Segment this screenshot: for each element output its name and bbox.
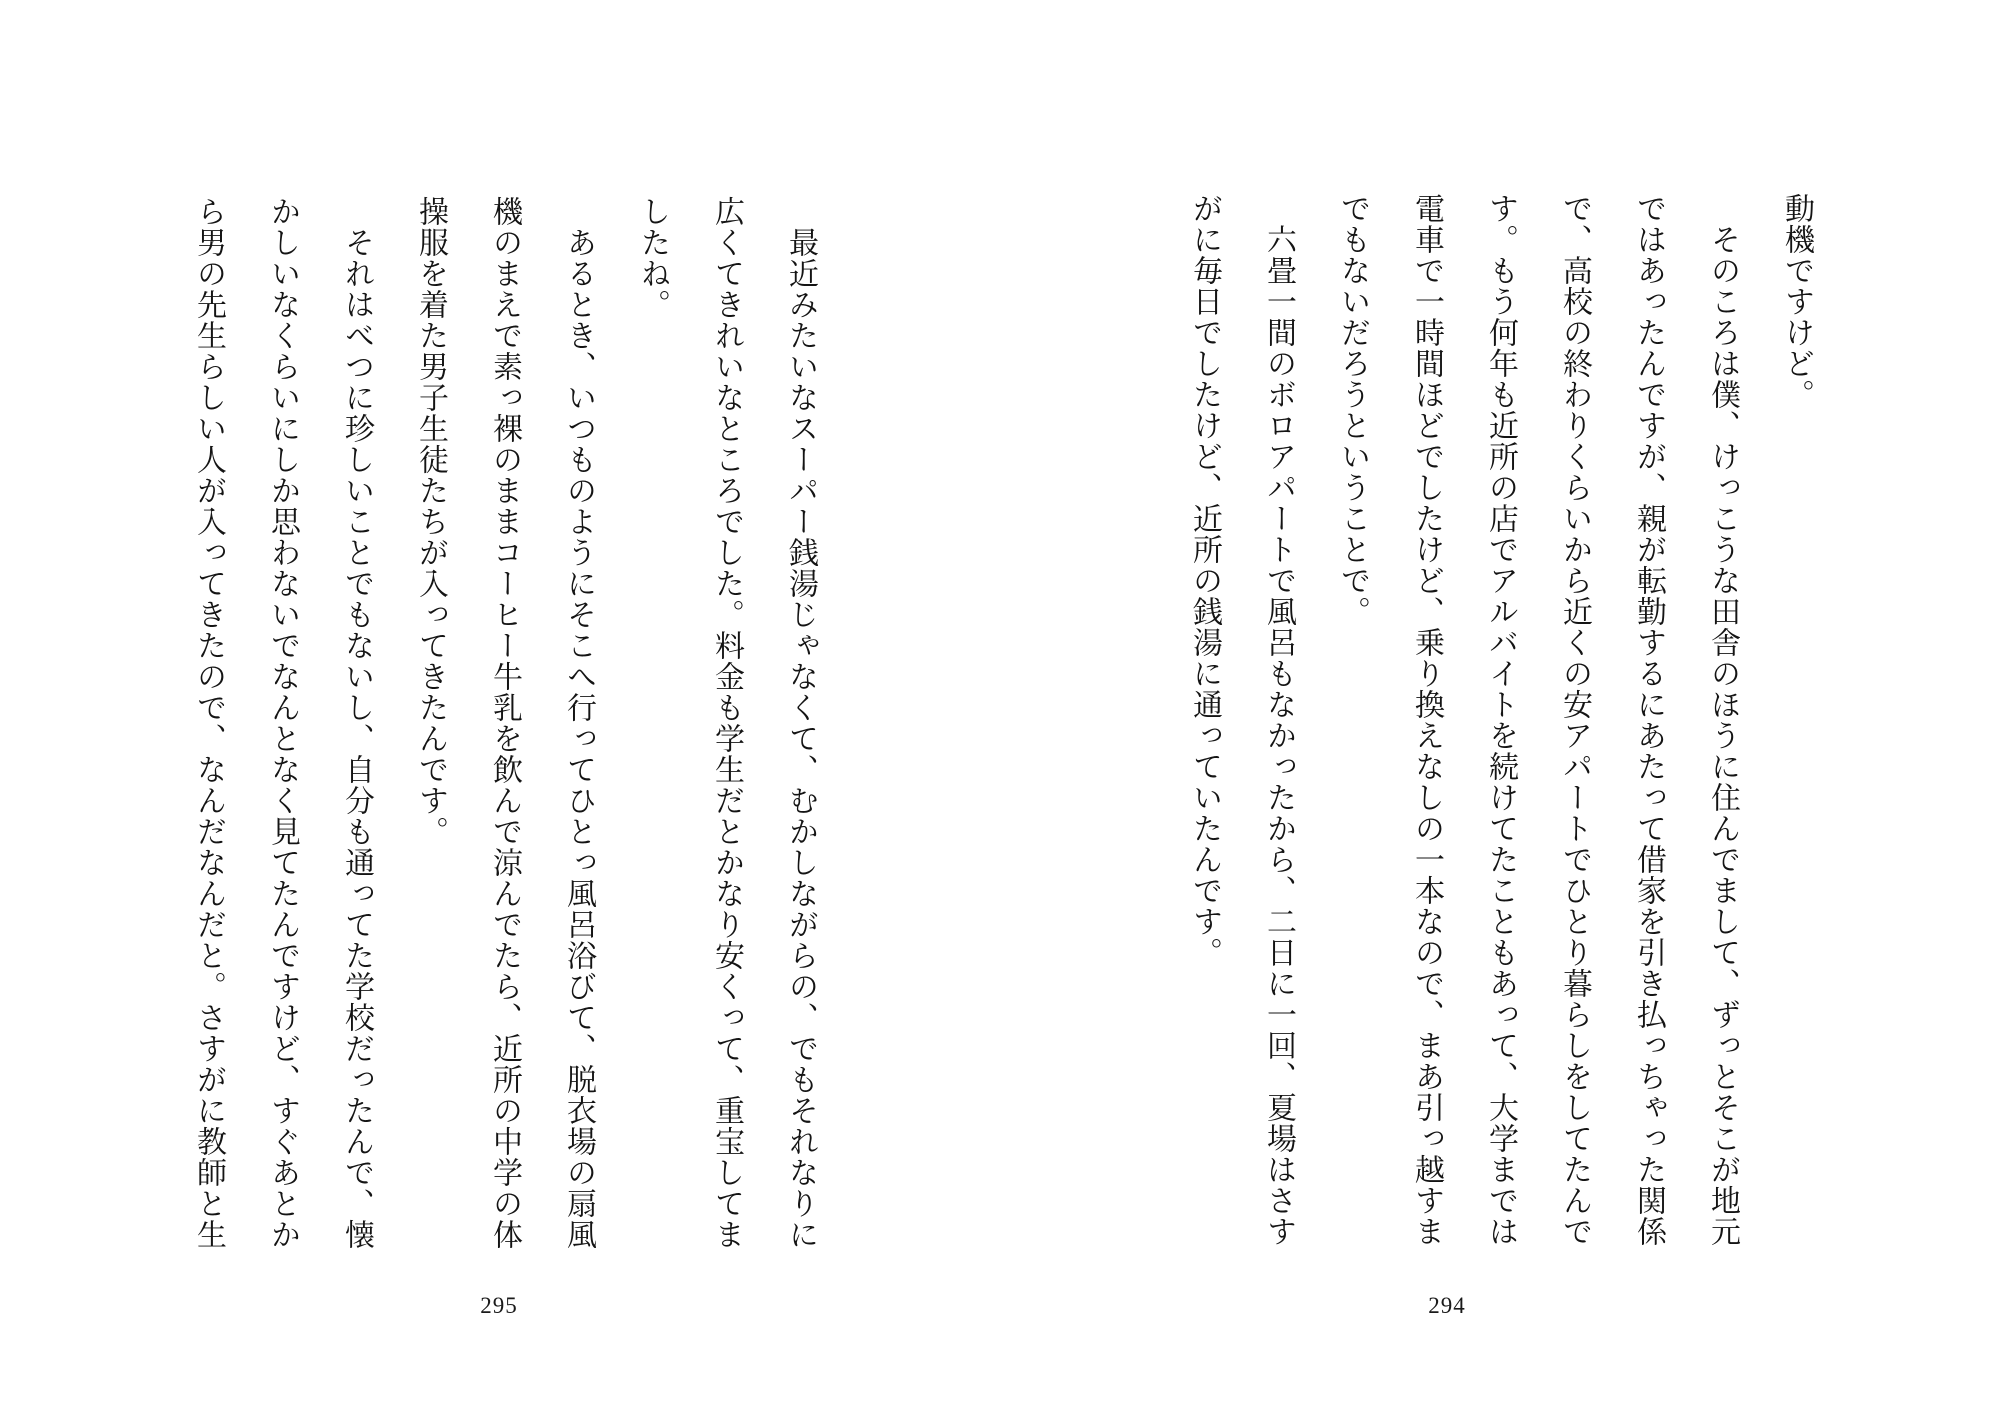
text-column: ではあったんですが、親が転勤するにあたって借家を引き払っちゃった関係 <box>1632 193 1665 1247</box>
text-column: 最近みたいなスーパー銭湯じゃなくて、むかしながらの、でもそれなりに <box>784 227 817 1250</box>
text-column: 広くてきれいなところでした。料金も学生だとかなり安くって、重宝してま <box>710 196 743 1250</box>
text-column: それはべつに珍しいことでもないし、自分も通ってた学校だったんで、懐 <box>340 227 373 1250</box>
text-column: そのころは僕、けっこうな田舎のほうに住んでまして、ずっとそこが地元 <box>1706 224 1739 1247</box>
text-column: 操服を着た男子生徒たちが入ってきたんです。 <box>414 196 447 847</box>
text-column: で、高校の終わりくらいから近くの安アパートでひとり暮らしをしてたんで <box>1558 193 1591 1247</box>
text-column: でもないだろうということで。 <box>1336 193 1369 627</box>
page-right-text-block <box>1167 193 1833 1253</box>
text-column: 電車で一時間ほどでしたけど、乗り換えなしの一本なので、まあ引っ越すま <box>1410 193 1443 1247</box>
text-column: 六畳一間のボロアパートで風呂もなかったから、二日に一回、夏場はさす <box>1262 224 1295 1247</box>
text-column: 機のまえで素っ裸のままコーヒー牛乳を飲んで涼んでたら、近所の中学の体 <box>488 196 521 1250</box>
page-number: 294 <box>1428 1293 1466 1318</box>
text-column: がに毎日でしたけど、近所の銭湯に通っていたんです。 <box>1188 193 1221 968</box>
text-column: 動機ですけど。 <box>1780 193 1813 410</box>
text-column: す。もう何年も近所の店でアルバイトを続けてたこともあって、大学までは <box>1484 193 1517 1247</box>
text-column: ら男の先生らしい人が入ってきたので、なんだなんだと。さすがに教師と生 <box>192 196 225 1250</box>
text-column: あるとき、いつものようにそこへ行ってひとっ風呂浴びて、脱衣場の扇風 <box>562 227 595 1250</box>
text-column: したね。 <box>636 196 669 320</box>
page-left-text-block <box>171 196 837 1256</box>
text-column: かしいなくらいにしか思わないでなんとなく見てたんですけど、すぐあとか <box>266 196 299 1250</box>
page-number: 295 <box>480 1293 518 1318</box>
